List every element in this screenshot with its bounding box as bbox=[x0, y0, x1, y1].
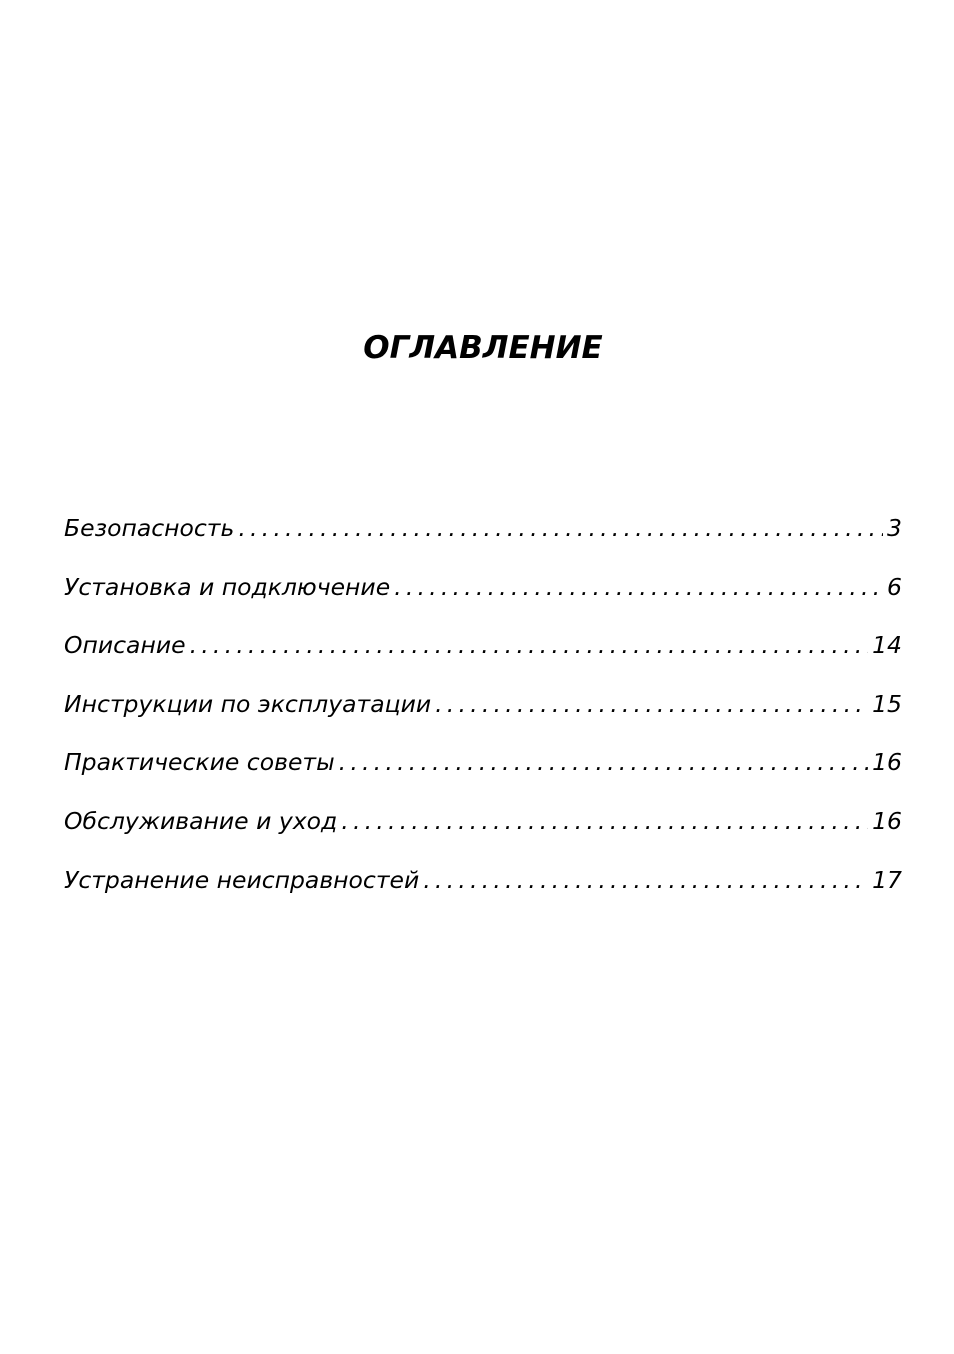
toc-dot-leader bbox=[238, 514, 883, 542]
toc-entry-page: 3 bbox=[887, 514, 902, 542]
toc-entry-label: Установка и подключение bbox=[64, 572, 391, 601]
toc-dot-leader bbox=[394, 573, 883, 601]
toc-dot-leader bbox=[339, 748, 868, 776]
toc-entry-page: 14 bbox=[872, 631, 902, 660]
toc-entry bbox=[64, 514, 902, 573]
toc-entry bbox=[64, 631, 902, 690]
table-of-contents bbox=[64, 514, 902, 924]
toc-entry bbox=[64, 748, 902, 807]
toc-entry bbox=[64, 573, 902, 632]
toc-dot-leader bbox=[190, 631, 869, 659]
toc-entry-label: Инструкции по эксплуатации bbox=[64, 689, 432, 718]
toc-entry-page: 16 bbox=[872, 806, 902, 835]
toc-entry-label: Устранение неисправностей bbox=[64, 865, 420, 894]
toc-entry-page: 16 bbox=[872, 748, 902, 777]
toc-entry bbox=[64, 690, 902, 749]
toc-entry-label: Практические советы bbox=[64, 748, 335, 777]
toc-dot-leader bbox=[341, 807, 868, 835]
toc-dot-leader bbox=[423, 866, 868, 894]
toc-entry bbox=[64, 866, 902, 925]
toc-entry-page: 6 bbox=[887, 572, 902, 601]
toc-entry bbox=[64, 807, 902, 866]
toc-entry-page: 15 bbox=[872, 689, 902, 718]
toc-dot-leader bbox=[435, 690, 868, 718]
toc-entry-label: Описание bbox=[64, 631, 186, 660]
toc-entry-page: 17 bbox=[872, 865, 902, 894]
toc-entry-label: Обслуживание и уход bbox=[64, 806, 338, 835]
toc-entry-label: Безопасность bbox=[64, 514, 235, 542]
page-title: ОГЛАВЛЕНИЕ bbox=[363, 330, 603, 366]
